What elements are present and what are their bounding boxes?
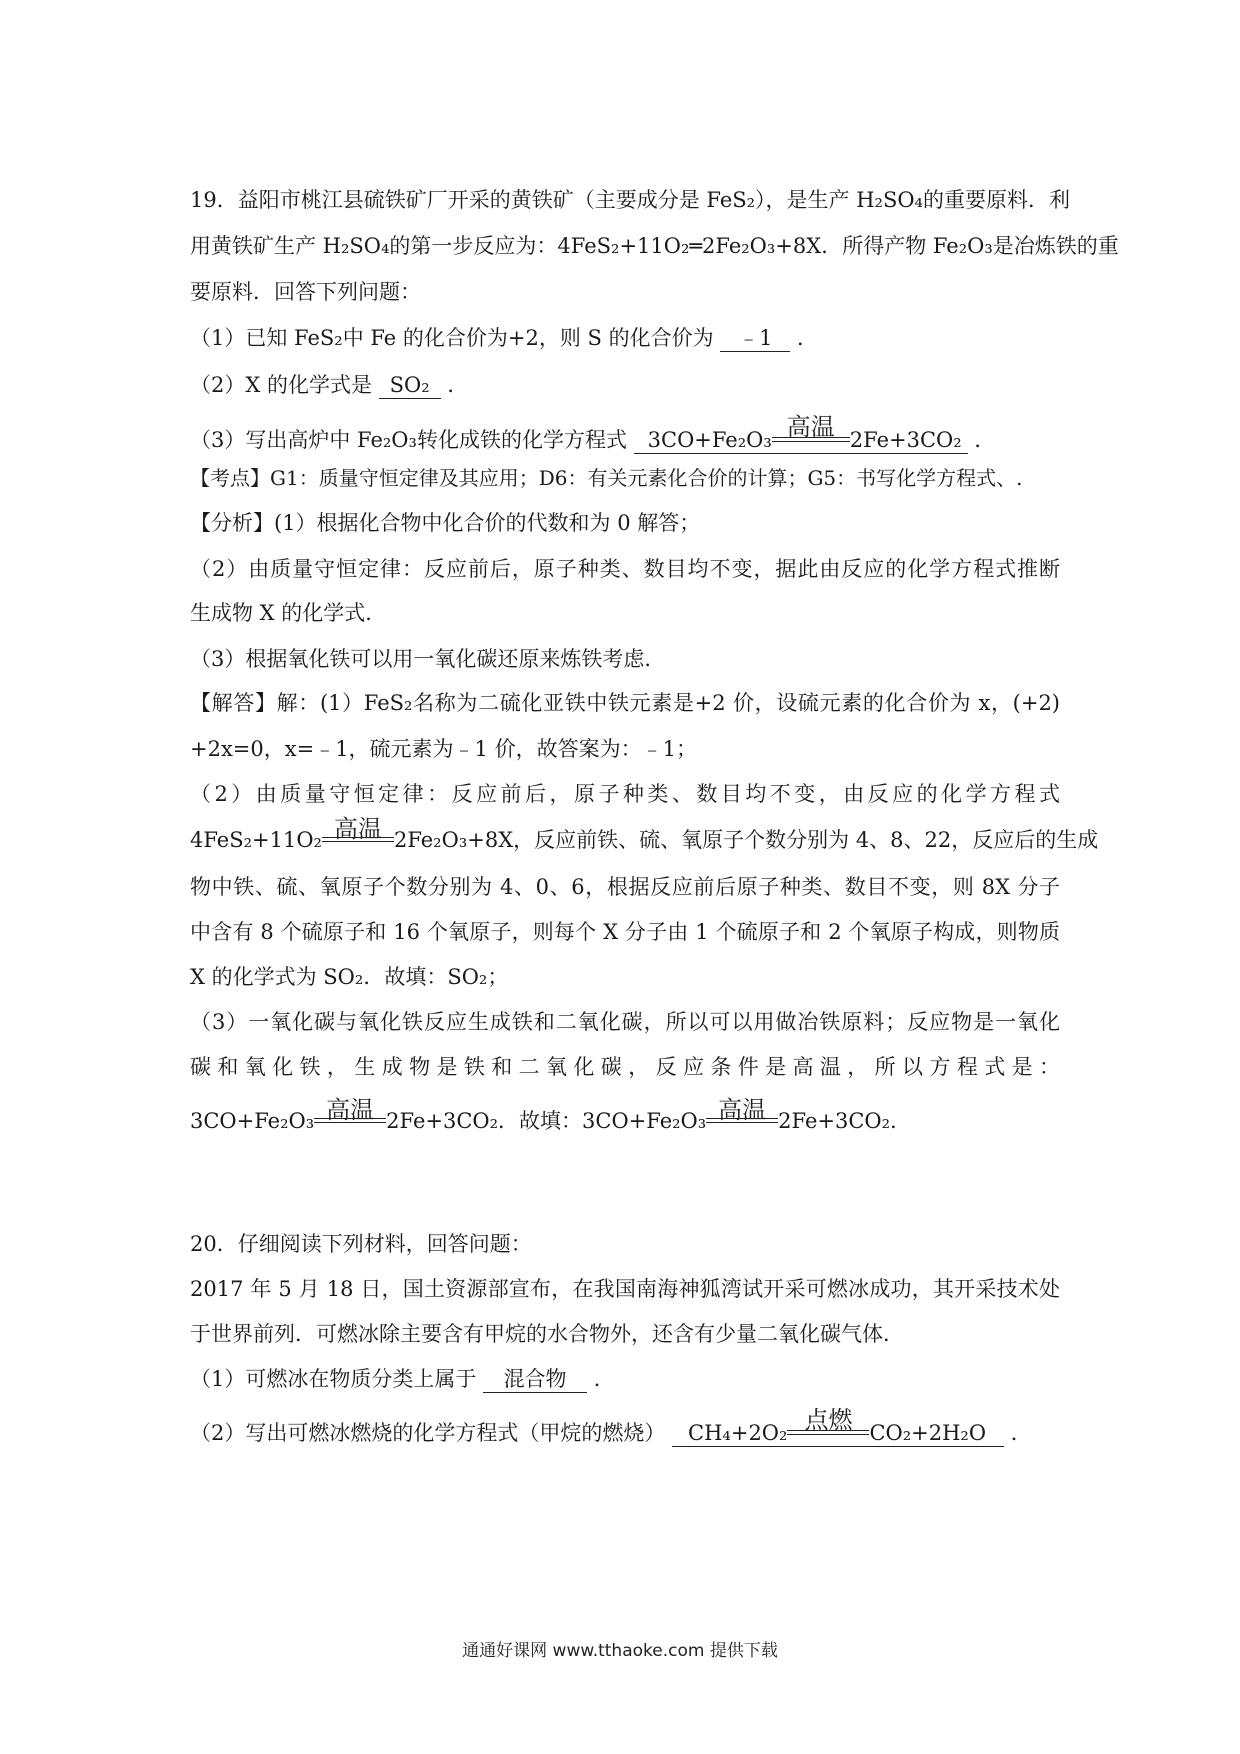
q19-fenxi-1: 【分析】(1）根据化合物中化合价的代数和为 0 解答； [190,511,701,535]
q19-jieda-3c-reaction-arrow-1 [314,1096,386,1136]
q19-p3-text: （3）写出高炉中 Fe₂O₃转化成铁的化学方程式 [190,428,627,452]
q19-jieda-2c: 物中铁、硫、氧原子个数分别为 4、0、6，根据反应前后原子种类、数目不变，则 8X 分子 [190,875,1060,899]
q19-jieda-3c [190,1096,1060,1136]
q20-p1-text: （1）可燃冰在物质分类上属于 [190,1367,477,1391]
q20-p2-left: CH₄+2O₂ [688,1421,788,1445]
q19-p3-condition: 高温 [786,413,835,441]
q19-jieda-3c-right: 2Fe+3CO₂. [778,1109,897,1133]
q19-fenxi-3: （3）根据氧化铁可以用一氧化碳还原来炼铁考虑． [190,647,666,671]
q20-part-2 [190,1406,1060,1448]
q20-part-1 [190,1364,1060,1394]
q19-part-2 [190,370,1060,400]
q20-p2-text: （2）写出可燃冰燃烧的化学方程式（甲烷的燃烧） [190,1421,666,1445]
q20-stem: 20．仔细阅读下列材料，回答问题： [190,1232,532,1256]
q20-material-line-2: 于世界前列．可燃冰除主要含有甲烷的水合物外，还含有少量二氧化碳气体． [190,1322,904,1346]
q19-jieda-2-reaction-arrow [322,815,394,855]
q19-p3-right: 2Fe+3CO₂ [849,428,962,452]
q19-p1-period: ． [796,326,818,350]
q19-jieda-3a: （3）一氧化碳与氧化铁反应生成铁和二氧化碳，所以可以用做冶铁原料；反应物是一氧化 [190,1010,1060,1034]
q19-p3-left: 3CO+Fe₂O₃ [647,428,772,452]
q20-p2-condition: 点燃 [804,1406,853,1434]
q19-jieda-3c-reaction-arrow-2 [706,1096,778,1136]
q19-p2-answer: SO₂ [379,372,441,399]
q19-kaodian: 【考点】G1：质量守恒定律及其应用；D6：有关元素化合价的计算；G5：书写化学方程式、. [190,466,1023,490]
q19-jieda-3c-left: 3CO+Fe₂O₃ [190,1109,315,1133]
q20-p1-answer: 混合物 [483,1366,587,1393]
q19-jieda-2b [190,815,1099,855]
q19-jieda-2d: 中含有 8 个硫原子和 16 个氧原子，则每个 X 分子由 1 个硫原子和 2 个氧原子构成，则物质 [190,920,1060,944]
footer-source: 通通好课网 www.tthaoke.com 提供下载 [462,1641,778,1661]
q19-jieda-2-right: 2Fe₂O₃+8X，反应前铁、硫、氧原子个数分别为 4、8、22，反应后的生成 [393,828,1099,852]
q20-p2-period: ． [1010,1421,1032,1445]
q19-p1-text: （1）已知 FeS₂中 Fe 的化合价为+2，则 S 的化合价为 [190,326,714,350]
q19-jieda-2e: X 的化学式为 SO₂．故填：SO₂； [190,965,509,989]
q19-jieda-1b: +2x=0，x=﹣1，硫元素为﹣1 价，故答案为：﹣1； [190,737,697,761]
q19-p2-period: ． [447,373,469,397]
q19-p1-answer: ﹣1 [720,325,790,352]
q20-p2-reaction-arrow [787,1406,869,1446]
q19-p2-text: （2）X 的化学式是 [190,373,372,397]
q19-stem-line-1: 19．益阳市桃江县硫铁矿厂开采的黄铁矿（主要成分是 FeS₂），是生产 H₂SO₄的重要原料．利 [190,188,1070,212]
q19-stem-line-2: 用黄铁矿生产 H₂SO₄的第一步反应为：4FeS₂+11O₂═2Fe₂O₃+8X．所得产物 Fe₂O₃是冶炼铁的重 [190,234,1119,258]
q19-jieda-2a: （2）由质量守恒定律：反应前后，原子种类、数目均不变，由反应的化学方程式 [190,782,1060,806]
q19-part-1 [190,323,1060,353]
q19-p3-period: ． [974,428,996,452]
q19-jieda-2-left: 4FeS₂+11O₂ [190,828,322,852]
q20-p2-answer [672,1406,1004,1447]
q19-p3-reaction-arrow [772,413,850,453]
q19-p3-answer [634,413,968,454]
q19-jieda-3b: 碳和氧化铁，生成物是铁和二氧化碳，反应条件是高温，所以方程式是： [190,1055,1060,1079]
q19-part-3 [190,413,1060,455]
q19-stem-line-3: 要原料．回答下列问题： [190,280,421,304]
q19-jieda-3c-mid: 2Fe+3CO₂．故填：3CO+Fe₂O₃ [386,1109,707,1133]
q19-fenxi-2b: 生成物 X 的化学式． [190,601,387,625]
q20-p1-period: ． [593,1367,615,1391]
q19-jieda-2-condition: 高温 [333,815,382,843]
q19-jieda-1a: 【解答】解：(1）FeS₂名称为二硫化亚铁中铁元素是+2 价，设硫元素的化合价为 x，(+2) [190,691,1060,715]
q20-material-line-1: 2017 年 5 月 18 日，国土资源部宣布，在我国南海神狐湾试开采可燃冰成功，其开采技术处 [190,1277,1060,1301]
q19-fenxi-2a: （2）由质量守恒定律：反应前后，原子种类、数目均不变，据此由反应的化学方程式推断 [190,557,1060,581]
q19-jieda-3c-condition-1: 高温 [326,1096,375,1124]
q20-p2-right: CO₂+2H₂O [869,1421,987,1445]
q19-jieda-3c-condition-2: 高温 [718,1096,767,1124]
